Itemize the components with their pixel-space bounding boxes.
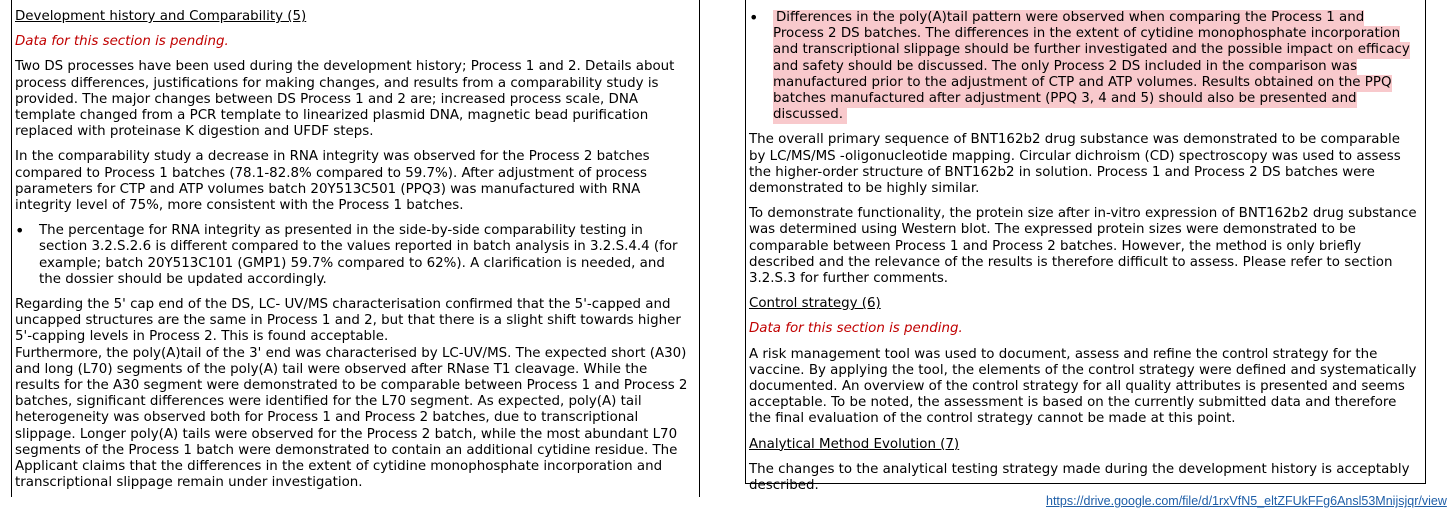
paragraph-rna-integrity: In the comparability study a decrease in RNA integrity was observed for the Process 2 batches compared to Process 1 batches (78.1-82.8% compared to 59.7%). After adjustment of process parameters for CTP and ATP volumes batch 20Y513C501 (PPQ3) was manufactured with RNA integrity level of 75%, more consistent with the Process 1 batches. bbox=[15, 149, 650, 214]
section-heading-control-strategy: Control strategy (6) bbox=[749, 296, 881, 312]
paragraph-ds-processes: Two DS processes have been used during the development history; Process 1 and 2. Details about process differences, justifications for making changes, and results from a comparability study is provided. The major changes between DS Process 1 and 2 are; increased process scale, DNA template changed from a PCR template to linearized plasmid DNA, magnetic bead purification replaced with proteinase K digestion and UFDF steps. bbox=[15, 59, 675, 140]
paragraph-analytical-testing: The changes to the analytical testing strategy made during the development history is acceptably described. bbox=[749, 461, 1410, 494]
bullet-poly-a-differences bbox=[749, 10, 1417, 123]
paragraph-risk-management: A risk management tool was used to document, assess and refine the control strategy for the vaccine. By applying the tool, the elements of the control strategy were defined and systematically documented. An overview of the control strategy for all quality attributes is presented and seems acceptable. To be noted, the assessment is based on the currently submitted data and therefore the final evaluation of the control strategy cannot be made at this point. bbox=[749, 346, 1417, 427]
paragraph-primary-sequence: The overall primary sequence of BNT162b2 drug substance was demonstrated to be comparable by LC/MS/MS -oligonucleotide mapping. Circular dichroism (CD) spectroscopy was used to assess the higher-order structure of BNT162b2 in solution. Process 1 and Process 2 DS batches were demonstrated to be highly similar. bbox=[749, 132, 1401, 197]
highlighted-text: Differences in the poly(A)tail pattern were observed when comparing the Process 1 and Process 2 DS batches. The differences in the extent of cytidine monophosphate incorporation and transcriptional slippage should be further investigated and the possible impact on efficacy and safety should be discussed. The only Process 2 DS included in the comparison was manufactured prior to the adjustment of CTP and ATP volumes. Results obtained on the PPQ batches manufactured after adjustment (PPQ 3, 4 and 5) should also be presented and discussed. bbox=[773, 10, 1410, 123]
right-column bbox=[745, 0, 1426, 494]
paragraph-functionality: To demonstrate functionality, the protein size after in-vitro expression of BNT162b2 drug substance was determined using Western blot. The expressed protein sizes were demonstrated to be comparable between Process 1 and Process 2 batches. However, the method is only briefly described and the relevance of the results is therefore difficult to assess. Please refer to section 3.2.S.3 for further comments. bbox=[749, 206, 1417, 287]
left-column bbox=[11, 0, 700, 497]
bullet-rna-integrity-percentage: • The percentage for RNA integrity as presented in the side-by-side comparability testing in section 3.2.S.2.6 is different compared to the values reported in batch analysis in 3.2.S.4.4 (for example; batch 20Y513C101 (GMP1) 59.7% compared to 62%). A clarification is needed, and the dossier should be updated accordingly. bbox=[15, 223, 691, 288]
pending-notice-control: Data for this section is pending. bbox=[749, 321, 963, 337]
paragraph-poly-a-tail: Furthermore, the poly(A)tail of the 3' end was characterised by LC-UV/MS. The expected short (A30) and long (L70) segments of the poly(A) tail were observed after RNase T1 cleavage. While the results for the A30 segment were demonstrated to be comparable between Process 1 and Process 2 batches, significant differences were identified for the L70 segment. As expected, poly(A) tail heterogeneity was observed both for Process 1 and Process 2 batches, due to transcriptional slippage. Longer poly(A) tails were observed for the Process 2 batch, while the most abundant L70 segments of the Process 1 batch were demonstrated to contain an additional cytidine residue. The Applicant claims that the differences in the extent of cytidine monophosphate incorporation and transcriptional slippage remain under investigation. bbox=[15, 345, 688, 491]
bullet-list-highlighted bbox=[749, 10, 1417, 123]
source-link[interactable]: https://drive.google.com/file/d/1rxVfN5_eltZFUkFFg6Ansl53Mnijsjqr/view bbox=[1046, 494, 1447, 508]
section-heading-analytical-method: Analytical Method Evolution (7) bbox=[749, 436, 960, 452]
section-heading-development-history: Development history and Comparability (5) bbox=[15, 9, 307, 24]
paragraph-5-cap: Regarding the 5' cap end of the DS, LC- UV/MS characterisation confirmed that the 5'-capped and uncapped structures are the same in Process 1 and 2, but that there is a slight shift towards higher 5'-capping levels in Process 2. This is found acceptable. bbox=[15, 297, 681, 345]
pending-notice: Data for this section is pending. bbox=[15, 34, 229, 50]
bullet-list bbox=[15, 223, 691, 288]
